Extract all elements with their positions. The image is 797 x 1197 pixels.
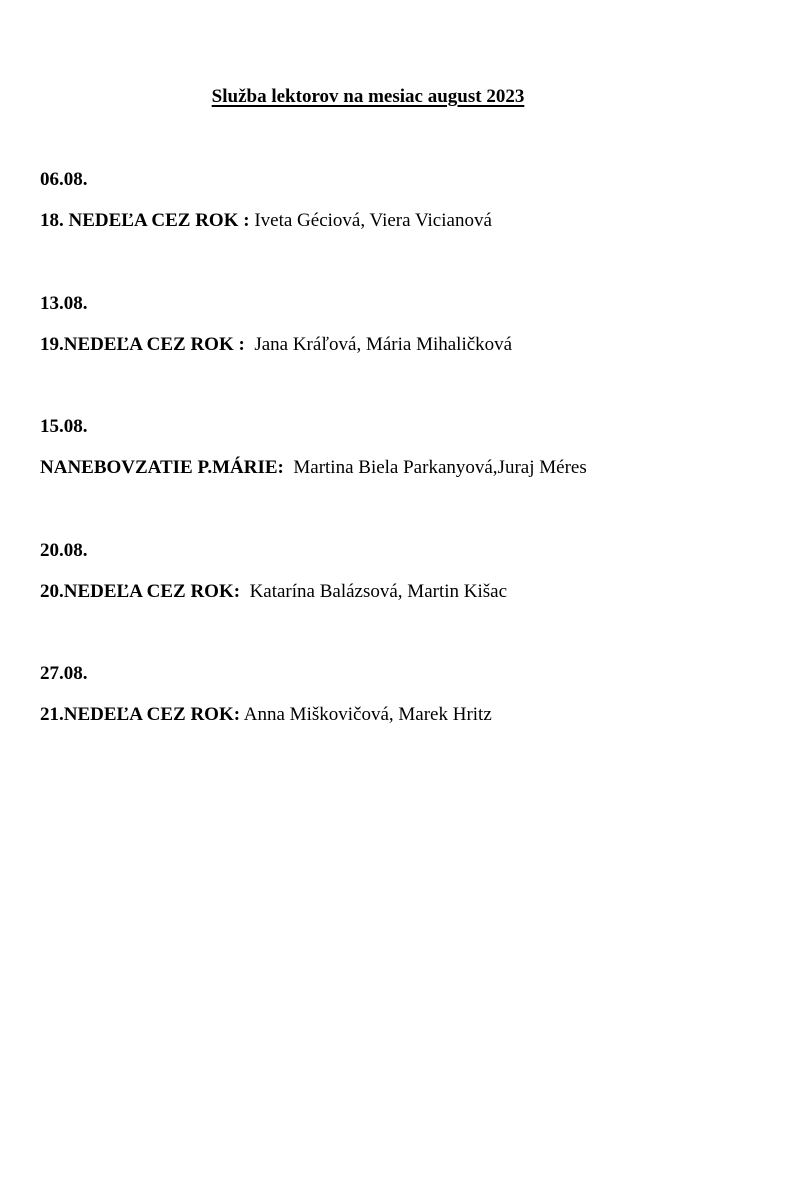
entry-names: Iveta Géciová, Viera Vicianová	[249, 210, 492, 231]
entry-date: 20.08.	[40, 539, 88, 561]
entry-line	[40, 457, 780, 479]
schedule-entry	[40, 663, 780, 787]
entry-label: 21.NEDEĽA CEZ ROK:	[40, 704, 241, 725]
document-title: Služba lektorov na mesiac august 2023	[211, 86, 525, 107]
entry-date: 15.08.	[40, 416, 88, 437]
schedule-entry	[40, 293, 780, 417]
schedule-entry	[40, 169, 780, 293]
entry-line	[40, 334, 780, 356]
schedule-entry	[40, 416, 780, 540]
entry-line	[40, 704, 780, 726]
entry-line	[40, 210, 780, 232]
entry-line	[40, 581, 780, 603]
entry-date: 06.08.	[40, 169, 88, 190]
schedule-entry	[40, 540, 780, 664]
entry-date: 27.08.	[40, 663, 88, 684]
schedule-list	[40, 169, 780, 787]
entry-label: 19.NEDEĽA CEZ ROK :	[40, 333, 245, 355]
entry-names: Katarína Balázsová, Martin Kišac	[240, 580, 508, 602]
entry-label: 20.NEDEĽA CEZ ROK:	[40, 580, 241, 602]
entry-names: Anna Miškovičová, Marek Hritz	[240, 704, 492, 725]
entry-date: 13.08.	[40, 292, 88, 314]
entry-label: NANEBOVZATIE P.MÁRIE:	[40, 457, 284, 478]
entry-label: 18. NEDEĽA CEZ ROK :	[40, 210, 250, 231]
entry-names: Jana Kráľová, Mária Mihaličková	[244, 333, 513, 355]
entry-names: Martina Biela Parkanyová,Juraj Méres	[283, 457, 587, 478]
